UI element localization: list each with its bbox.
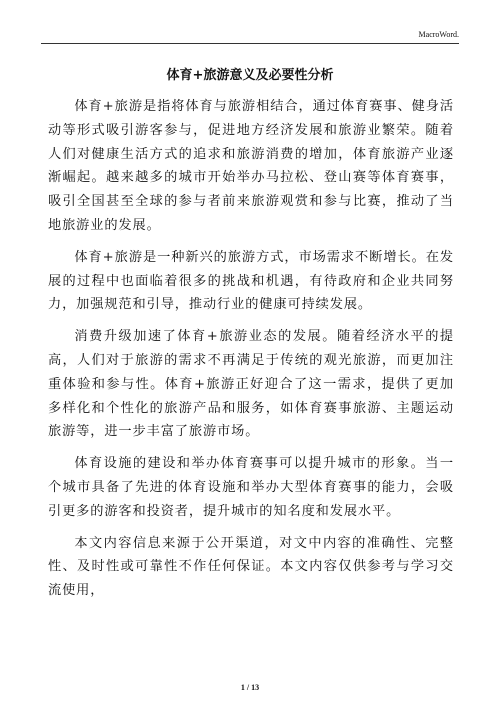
paragraph-3: 消费升级加速了体育+旅游业态的发展。随着经济水平的提高，人们对于旅游的需求不再满足于传统的观光旅游，而更加注重体验和参与性。体育+旅游正好迎合了这一需求，提供了更加多样化和个性化的旅游产品和服务，如体育赛事旅游、主题运动旅游等，进一步丰富了旅游市场。: [48, 329, 454, 440]
page-title: 体育+旅游意义及必要性分析: [166, 68, 334, 83]
paragraph-5: 本文内容信息来源于公开渠道，对文中内容的准确性、完整性、及时性或可靠性不作任何保证。本文内容仅供参考与学习交流使用，: [48, 535, 454, 599]
document-body: [48, 95, 454, 611]
paragraph-2: 体育+旅游是一种新兴的旅游方式，市场需求不断增长。在发展的过程中也面临着很多的挑战和机遇，有待政府和企业共同努力，加强规范和引导，推动行业的健康可持续发展。: [48, 249, 454, 313]
page-number: 1 / 13: [240, 683, 260, 692]
paragraph-4: 体育设施的建设和举办体育赛事可以提升城市的形象。当一个城市具备了先进的体育设施和举办大型体育赛事的能力，会吸引更多的游客和投资者，提升城市的知名度和发展水平。: [48, 456, 454, 519]
paragraph-1: 体育+旅游是指将体育与旅游相结合，通过体育赛事、健身活动等形式吸引游客参与，促进地方经济发展和旅游业繁荣。随着人们对健康生活方式的追求和旅游消费的增加，体育旅游产业逐渐崛起。越来越多的城市开始举办马拉松、登山赛等体育赛事，吸引全国甚至全球的参与者前来旅游观赏和参与比赛，推动了当地旅游业的发展。: [48, 99, 454, 233]
header-divider: [41, 43, 459, 44]
header-brand: MacroWord.: [418, 30, 459, 39]
